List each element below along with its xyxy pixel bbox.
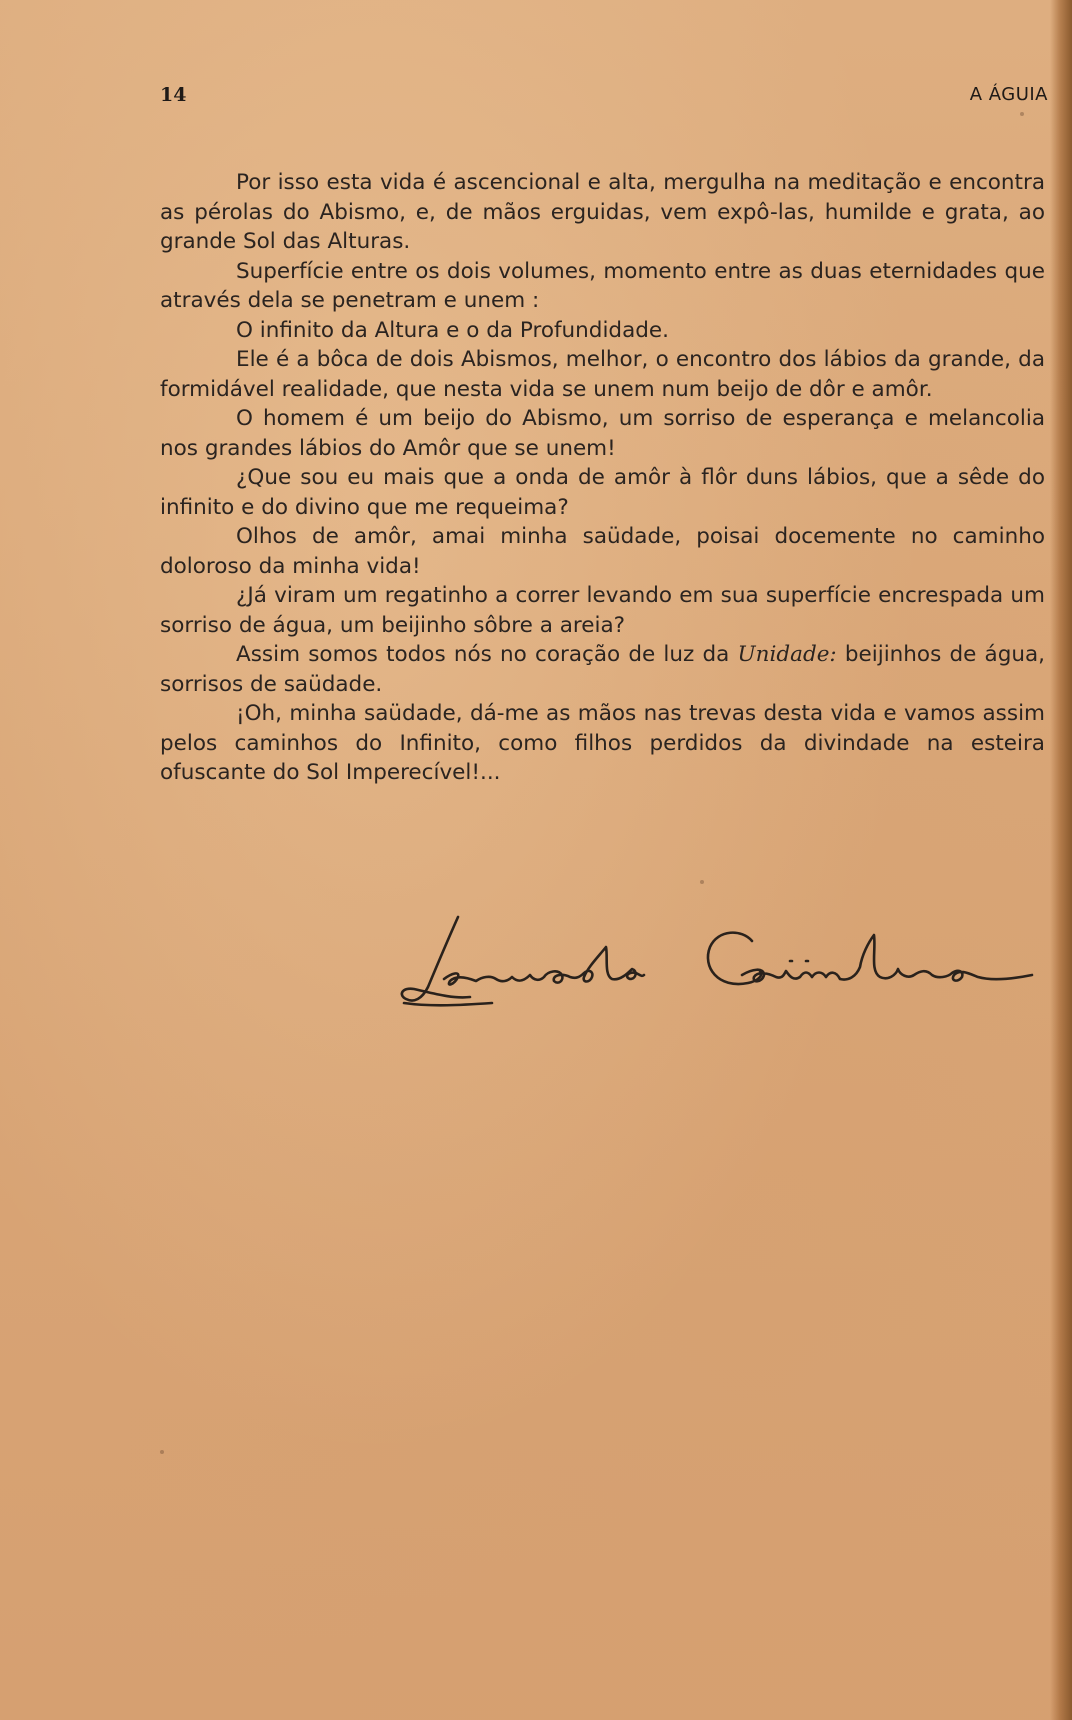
paragraph (160, 316, 1045, 346)
paragraph-text: Assim somos todos nós no coração de luz da (236, 642, 738, 667)
signature-graphic (392, 895, 1052, 1015)
paragraph (160, 168, 1045, 257)
paragraph-text: Superfície entre os dois volumes, momento entre as duas eternidades que através dela se penetram e unem : (160, 258, 1045, 313)
page-edge-shadow (1050, 0, 1072, 1720)
paragraph (160, 640, 1045, 699)
paragraph-text: ¡Oh, minha saüdade, dá-me as mãos nas trevas desta vida e vamos assim pelos caminhos do Infinito, como filhos perdidos da divindade na esteira ofuscante do Sol Imperecível!... (160, 701, 1045, 785)
paragraph-text: beijinhos de água, sorrisos de saüdade. (160, 642, 1045, 697)
signature (392, 895, 1052, 1015)
running-head (160, 84, 1048, 110)
paragraph-text: O homem é um beijo do Abismo, um sorriso de esperança e melancolia nos grandes lábios do Amôr que se unem! (160, 406, 1045, 461)
emphasis-text: Unidade: (737, 642, 837, 667)
paper-speck (700, 880, 704, 884)
journal-title: A ÁGUIA (969, 84, 1048, 105)
paragraph-text: Ele é a bôca de dois Abismos, melhor, o encontro dos lábios da grande, da formidável realidade, que nesta vida se unem num beijo de dôr e amôr. (160, 347, 1045, 402)
paragraph (160, 463, 1045, 522)
paragraph-text: Olhos de amôr, amai minha saüdade, poisai docemente no caminho doloroso da minha vida! (160, 524, 1045, 579)
body-text (160, 168, 1045, 788)
paragraph-text: Por isso esta vida é ascencional e alta, mergulha na meditação e encontra as pérolas do Abismo, e, de mãos erguidas, vem expô-las, humilde e grata, ao grande Sol das Alturas. (160, 170, 1045, 254)
paragraph (160, 345, 1045, 404)
paragraph (160, 522, 1045, 581)
paragraph-text: O infinito da Altura e o da Profundidade. (236, 317, 669, 343)
paper-speck (1020, 112, 1024, 116)
paragraph (160, 257, 1045, 316)
paragraph (160, 581, 1045, 640)
paragraph-text: ¿Que sou eu mais que a onda de amôr à flôr duns lábios, que a sêde do infinito e do divino que me requeima? (160, 465, 1045, 520)
paragraph (160, 699, 1045, 788)
paragraph-text: ¿Já viram um regatinho a correr levando em sua superfície encrespada um sorriso de água, um beijinho sôbre a areia? (160, 583, 1045, 638)
paper-speck (160, 1450, 164, 1454)
page-number: 14 (160, 84, 187, 106)
paragraph (160, 404, 1045, 463)
